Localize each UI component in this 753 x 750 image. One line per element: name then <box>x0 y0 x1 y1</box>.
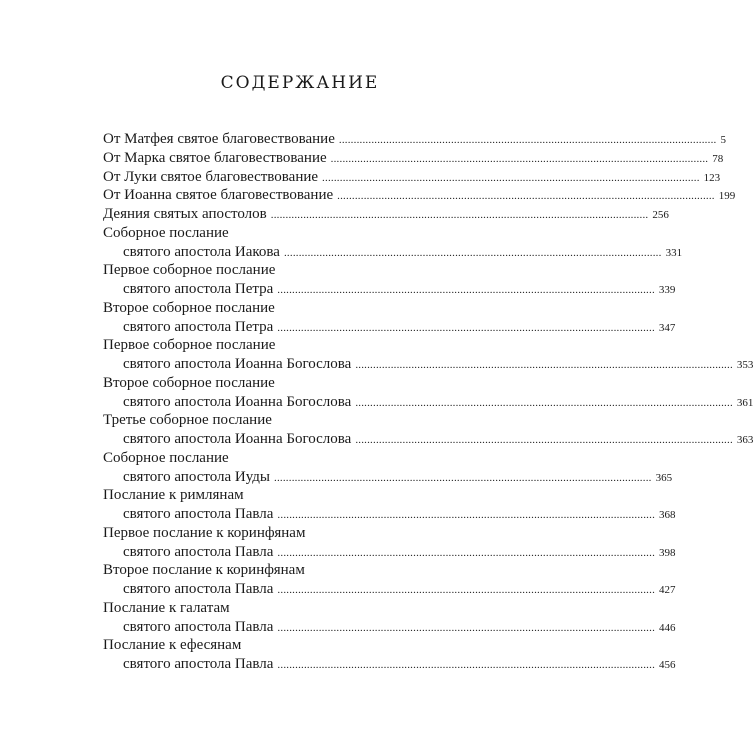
toc-page-number: 5 <box>720 134 726 146</box>
toc-page-number: 361 <box>736 396 753 409</box>
toc-entry-subtitle: святого апостола Иоанна Богослова <box>123 356 352 372</box>
toc-entry-title: Второе соборное послание <box>103 374 275 391</box>
toc-row <box>103 336 440 355</box>
toc-entry-title: Второе послание к коринфянам <box>103 562 305 579</box>
toc-leader: ................................................................................................................................ <box>355 434 733 446</box>
toc-entry-subtitle: святого апостола Петра <box>123 281 274 297</box>
toc-entry-subtitle: святого апостола Иоанна Богослова <box>123 393 352 410</box>
toc-entry-subtitle: святого апостола Иакова <box>123 243 280 260</box>
toc-row <box>103 411 440 430</box>
toc-leader: ................................................................................................................................ <box>277 659 656 671</box>
toc-leader: ................................................................................................................................ <box>277 509 656 521</box>
toc-entry-title: Деяния святых апостолов <box>103 206 267 222</box>
toc-row <box>103 636 440 655</box>
toc-leader: ................................................................................................................................ <box>274 471 652 484</box>
toc-leader: ................................................................................................................................ <box>277 621 656 634</box>
toc-page-number: 78 <box>712 152 724 165</box>
toc-leader: ................................................................................................................................ <box>355 396 733 409</box>
toc-entry-title: Послание к галатам <box>103 599 230 616</box>
toc-page-number: 446 <box>659 621 676 634</box>
toc-entry-title: Второе соборное послание <box>103 299 275 316</box>
toc-leader: ................................................................................................................................ <box>338 134 717 146</box>
toc-row-continuation <box>103 468 673 487</box>
toc-page-number: 427 <box>659 584 676 596</box>
toc-page-number: 353 <box>736 359 753 371</box>
toc-entry-subtitle: святого апостола Павла <box>123 656 274 672</box>
toc-row-continuation <box>103 543 676 562</box>
toc-leader: ................................................................................................................................ <box>270 209 649 221</box>
toc-row-continuation <box>103 280 676 299</box>
toc-leader: ................................................................................................................................ <box>355 359 733 371</box>
toc-row <box>103 130 726 149</box>
toc-entry-title: От Матфея святое благовествование <box>103 131 335 147</box>
toc-entry-title: Послание к римлянам <box>103 487 244 504</box>
toc-entry-subtitle: святого апостола Иуды <box>123 468 270 485</box>
toc-row <box>103 599 440 618</box>
toc-row <box>103 486 440 505</box>
toc-page-number: 123 <box>703 171 721 184</box>
toc-leader: ................................................................................................................................ <box>322 171 700 184</box>
toc-row <box>103 186 736 205</box>
toc-page-number: 456 <box>659 659 676 671</box>
toc-entry-title: Соборное послание <box>103 224 229 241</box>
toc-row <box>103 374 440 393</box>
toc-entry-title: Первое соборное послание <box>103 262 276 279</box>
toc-leader: ................................................................................................................................ <box>277 584 656 596</box>
toc-page-number: 339 <box>658 284 676 296</box>
toc-row <box>103 168 721 187</box>
toc-row-continuation <box>103 243 683 262</box>
toc-page-number: 347 <box>658 321 676 334</box>
toc-row-continuation <box>103 355 753 374</box>
toc-page-number: 363 <box>736 434 753 446</box>
toc-leader: ................................................................................................................................ <box>283 246 662 259</box>
toc-entry-title: Первое послание к коринфянам <box>103 524 306 541</box>
toc-entry-subtitle: святого апостола Иоанна Богослова <box>123 431 352 447</box>
toc-entry-subtitle: святого апостола Павла <box>123 581 274 597</box>
toc-entry-subtitle: святого апостола Павла <box>123 506 274 522</box>
toc-entry-title: Соборное послание <box>103 449 229 466</box>
toc-entry-title: Третье соборное послание <box>103 412 272 429</box>
toc-row <box>103 299 440 318</box>
toc-leader: ................................................................................................................................ <box>330 152 709 165</box>
toc-page-number: 331 <box>665 246 683 259</box>
toc-row <box>103 224 440 243</box>
toc-leader: ................................................................................................................................ <box>277 284 655 296</box>
toc-page-number: 199 <box>718 190 736 203</box>
toc-row <box>103 149 724 168</box>
toc-leader: ................................................................................................................................ <box>277 546 656 559</box>
toc-row <box>103 561 440 580</box>
toc-row-continuation <box>103 580 676 599</box>
toc-entry-title: От Иоанна святое благовествование <box>103 187 334 204</box>
toc-row-continuation <box>103 430 753 449</box>
toc-entry-subtitle: святого апостола Петра <box>123 318 274 335</box>
toc-page-number: 368 <box>659 509 676 521</box>
toc-leader: ................................................................................................................................ <box>337 190 715 203</box>
toc-row <box>103 205 669 224</box>
toc-row-continuation <box>103 618 676 637</box>
toc-row-continuation <box>103 318 676 337</box>
toc-entry-title: От Луки святое благовествование <box>103 168 319 185</box>
toc-page-number: 398 <box>659 546 676 559</box>
toc-entry-subtitle: святого апостола Павла <box>123 543 274 560</box>
page-title: СОДЕРЖАНИЕ <box>220 73 380 94</box>
toc-row <box>103 261 440 280</box>
toc-row-continuation <box>103 393 753 412</box>
toc-entry-subtitle: святого апостола Павла <box>123 618 274 635</box>
table-of-contents <box>103 130 753 674</box>
toc-page-number: 256 <box>652 209 669 221</box>
toc-row <box>103 524 440 543</box>
toc-row-continuation <box>103 505 676 524</box>
toc-leader: ................................................................................................................................ <box>277 321 655 334</box>
toc-entry-title: От Марка святое благовествование <box>103 149 327 166</box>
toc-page-number: 365 <box>655 471 673 484</box>
toc-entry-title: Послание к ефесянам <box>103 637 242 654</box>
toc-entry-title: Первое соборное послание <box>103 337 276 354</box>
toc-row <box>103 449 440 468</box>
toc-row-continuation <box>103 655 676 674</box>
